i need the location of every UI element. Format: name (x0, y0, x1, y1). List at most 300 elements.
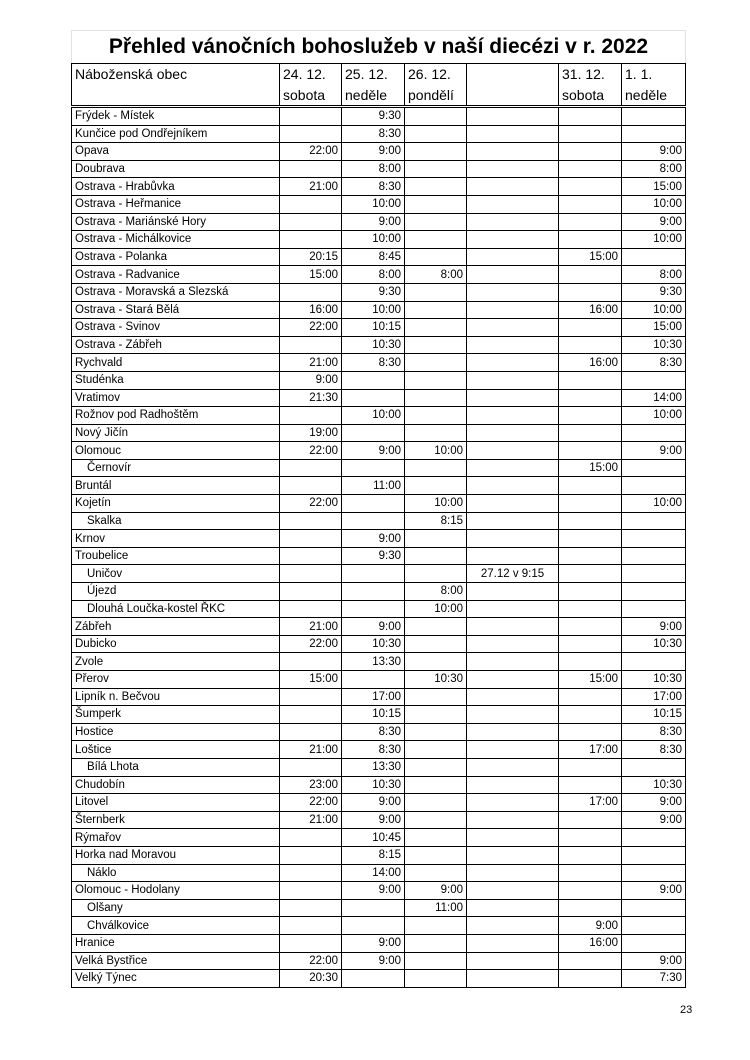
table-row (72, 671, 686, 689)
cell-dec25: 10:00 (342, 407, 405, 425)
cell-dec24 (280, 899, 342, 917)
parish-name: Přerov (75, 673, 109, 686)
cell-jan1: 9:00 (622, 143, 686, 161)
table-row (72, 899, 686, 917)
parish-name: Bruntál (75, 479, 112, 492)
cell-parish (72, 671, 280, 689)
cell-dec26: 10:00 (405, 495, 467, 513)
parish-name: Horka nad Moravou (75, 849, 176, 862)
cell-dec26: 10:00 (405, 600, 467, 618)
cell-dec26 (405, 231, 467, 249)
cell-dec25: 9:00 (342, 618, 405, 636)
cell-parish (72, 336, 280, 354)
cell-parish (72, 459, 280, 477)
cell-parish (72, 758, 280, 776)
cell-extra (467, 319, 559, 337)
cell-dec25: 10:15 (342, 319, 405, 337)
cell-jan1: 9:30 (622, 283, 686, 301)
cell-jan1 (622, 512, 686, 530)
cell-parish (72, 495, 280, 513)
cell-jan1: 8:30 (622, 723, 686, 741)
cell-dec31 (559, 864, 622, 882)
cell-jan1: 10:30 (622, 635, 686, 653)
cell-dec26: 8:15 (405, 512, 467, 530)
cell-dec25 (342, 371, 405, 389)
cell-parish (72, 512, 280, 530)
schedule-table (71, 63, 686, 988)
cell-dec26 (405, 688, 467, 706)
table-row (72, 758, 686, 776)
table-row (72, 319, 686, 337)
cell-extra (467, 477, 559, 495)
cell-dec25: 8:00 (342, 160, 405, 178)
cell-dec25 (342, 389, 405, 407)
cell-dec31 (559, 530, 622, 548)
cell-dec31 (559, 882, 622, 900)
cell-dec24: 16:00 (280, 301, 342, 319)
cell-dec25 (342, 671, 405, 689)
cell-dec26 (405, 864, 467, 882)
cell-dec31 (559, 653, 622, 671)
cell-dec25: 9:30 (342, 283, 405, 301)
cell-dec31 (559, 213, 622, 231)
table-row (72, 178, 686, 196)
cell-extra (467, 882, 559, 900)
cell-extra (467, 248, 559, 266)
cell-jan1: 10:30 (622, 336, 686, 354)
parish-name: Rychvald (75, 356, 123, 369)
cell-parish (72, 899, 280, 917)
table-row (72, 811, 686, 829)
cell-dec25: 9:00 (342, 213, 405, 231)
cell-dec31 (559, 618, 622, 636)
cell-parish (72, 583, 280, 601)
header-dec26-day: pondělí (405, 85, 467, 107)
parish-name: Olšany (87, 902, 123, 915)
header-dec24-date: 24. 12. (280, 64, 342, 86)
cell-extra (467, 600, 559, 618)
cell-jan1: 15:00 (622, 319, 686, 337)
parish-name: Dlouhá Loučka-kostel ŘKC (87, 602, 226, 615)
cell-parish (72, 864, 280, 882)
cell-extra (467, 266, 559, 284)
cell-dec25: 11:00 (342, 477, 405, 495)
cell-jan1: 8:30 (622, 741, 686, 759)
cell-dec24: 22:00 (280, 635, 342, 653)
cell-dec24 (280, 917, 342, 935)
cell-parish (72, 319, 280, 337)
cell-dec31: 15:00 (559, 459, 622, 477)
cell-dec26 (405, 389, 467, 407)
cell-extra (467, 618, 559, 636)
cell-dec31: 16:00 (559, 934, 622, 952)
cell-jan1 (622, 248, 686, 266)
cell-extra (467, 283, 559, 301)
cell-dec24: 21:00 (280, 811, 342, 829)
cell-dec25: 9:00 (342, 952, 405, 970)
cell-dec26 (405, 829, 467, 847)
cell-jan1: 10:30 (622, 671, 686, 689)
cell-dec26: 8:00 (405, 583, 467, 601)
cell-dec25: 10:00 (342, 301, 405, 319)
cell-dec24 (280, 565, 342, 583)
cell-extra (467, 952, 559, 970)
cell-jan1 (622, 424, 686, 442)
cell-dec25: 9:00 (342, 811, 405, 829)
table-row (72, 495, 686, 513)
parish-name: Ostrava - Zábřeh (75, 339, 162, 352)
cell-dec24 (280, 547, 342, 565)
table-row (72, 389, 686, 407)
cell-jan1 (622, 583, 686, 601)
cell-dec25: 9:00 (342, 882, 405, 900)
table-row (72, 407, 686, 425)
cell-extra (467, 934, 559, 952)
cell-dec26 (405, 758, 467, 776)
header-parish: Náboženská obec (72, 64, 280, 86)
cell-extra (467, 776, 559, 794)
cell-extra (467, 125, 559, 143)
cell-dec25: 8:30 (342, 178, 405, 196)
cell-dec26 (405, 143, 467, 161)
cell-dec31: 17:00 (559, 794, 622, 812)
cell-dec25: 10:30 (342, 776, 405, 794)
table-row (72, 459, 686, 477)
cell-extra: 27.12 v 9:15 (467, 565, 559, 583)
parish-name: Olomouc - Hodolany (75, 884, 180, 897)
cell-dec26 (405, 794, 467, 812)
header-extra-date (467, 64, 559, 86)
cell-parish (72, 917, 280, 935)
cell-dec31 (559, 160, 622, 178)
cell-dec31 (559, 723, 622, 741)
cell-parish (72, 160, 280, 178)
table-row (72, 107, 686, 126)
cell-dec24: 22:00 (280, 952, 342, 970)
cell-dec26 (405, 917, 467, 935)
cell-dec24 (280, 160, 342, 178)
cell-extra (467, 758, 559, 776)
parish-name: Zábřeh (75, 620, 112, 633)
cell-parish (72, 706, 280, 724)
cell-extra (467, 899, 559, 917)
cell-dec25: 10:45 (342, 829, 405, 847)
table-row (72, 125, 686, 143)
parish-name: Ostrava - Moravská a Slezská (75, 286, 229, 299)
cell-jan1: 10:15 (622, 706, 686, 724)
cell-dec31 (559, 389, 622, 407)
parish-name: Hostice (75, 726, 114, 739)
cell-dec25 (342, 583, 405, 601)
cell-parish (72, 477, 280, 495)
cell-dec26 (405, 371, 467, 389)
cell-dec25: 9:00 (342, 143, 405, 161)
cell-extra (467, 741, 559, 759)
cell-dec24: 20:30 (280, 970, 342, 988)
cell-dec25: 9:00 (342, 442, 405, 460)
parish-name: Uničov (87, 567, 123, 580)
table-row (72, 160, 686, 178)
cell-dec26 (405, 178, 467, 196)
cell-dec24: 21:30 (280, 389, 342, 407)
cell-dec26: 9:00 (405, 882, 467, 900)
cell-extra (467, 671, 559, 689)
cell-dec26 (405, 336, 467, 354)
cell-dec25: 17:00 (342, 688, 405, 706)
cell-jan1 (622, 459, 686, 477)
cell-dec31 (559, 899, 622, 917)
header-dec31-day: sobota (559, 85, 622, 107)
cell-dec24: 21:00 (280, 354, 342, 372)
cell-extra (467, 811, 559, 829)
parish-name: Olomouc (75, 444, 122, 457)
table-row (72, 477, 686, 495)
cell-extra (467, 107, 559, 126)
cell-dec31 (559, 565, 622, 583)
cell-jan1: 9:00 (622, 811, 686, 829)
cell-extra (467, 530, 559, 548)
cell-parish (72, 794, 280, 812)
cell-extra (467, 547, 559, 565)
table-row (72, 882, 686, 900)
cell-dec31: 17:00 (559, 741, 622, 759)
cell-dec26 (405, 248, 467, 266)
parish-name: Velký Týnec (75, 972, 137, 985)
cell-parish (72, 618, 280, 636)
cell-jan1 (622, 934, 686, 952)
cell-dec25: 8:30 (342, 741, 405, 759)
cell-jan1: 9:00 (622, 882, 686, 900)
header-dec26-date: 26. 12. (405, 64, 467, 86)
cell-dec24: 9:00 (280, 371, 342, 389)
cell-dec24 (280, 195, 342, 213)
cell-jan1 (622, 758, 686, 776)
cell-parish (72, 125, 280, 143)
cell-dec25: 10:30 (342, 336, 405, 354)
cell-extra (467, 213, 559, 231)
cell-dec31 (559, 512, 622, 530)
cell-dec31 (559, 600, 622, 618)
cell-dec25: 13:30 (342, 758, 405, 776)
table-row (72, 354, 686, 372)
cell-dec26 (405, 653, 467, 671)
cell-parish (72, 530, 280, 548)
cell-dec25: 9:30 (342, 547, 405, 565)
cell-dec25 (342, 917, 405, 935)
cell-dec24 (280, 530, 342, 548)
cell-dec25: 8:30 (342, 354, 405, 372)
cell-dec31 (559, 829, 622, 847)
parish-name: Zvole (75, 655, 104, 668)
table-row (72, 970, 686, 988)
parish-name: Nový Jičín (75, 426, 129, 439)
cell-dec25: 9:00 (342, 530, 405, 548)
parish-name: Loštice (75, 743, 112, 756)
cell-extra (467, 371, 559, 389)
table-row (72, 829, 686, 847)
cell-dec25: 9:00 (342, 934, 405, 952)
parish-name: Studénka (75, 374, 124, 387)
parish-name: Velká Bystřice (75, 954, 148, 967)
header-dec25-date: 25. 12. (342, 64, 405, 86)
cell-dec25: 10:00 (342, 195, 405, 213)
cell-dec26 (405, 354, 467, 372)
parish-name: Ostrava - Heřmanice (75, 198, 182, 211)
cell-dec31 (559, 424, 622, 442)
table-row (72, 530, 686, 548)
cell-extra (467, 160, 559, 178)
cell-extra (467, 389, 559, 407)
cell-jan1: 9:00 (622, 952, 686, 970)
cell-jan1 (622, 899, 686, 917)
cell-dec31: 9:00 (559, 917, 622, 935)
cell-dec24 (280, 213, 342, 231)
cell-dec24 (280, 882, 342, 900)
cell-parish (72, 301, 280, 319)
cell-jan1 (622, 864, 686, 882)
cell-dec31: 15:00 (559, 248, 622, 266)
parish-name: Skalka (87, 514, 122, 527)
cell-dec25: 13:30 (342, 653, 405, 671)
cell-dec25: 9:30 (342, 107, 405, 126)
cell-dec31 (559, 178, 622, 196)
header-dec24-day: sobota (280, 85, 342, 107)
cell-dec26 (405, 934, 467, 952)
cell-dec26 (405, 776, 467, 794)
cell-dec24 (280, 125, 342, 143)
cell-dec26 (405, 547, 467, 565)
parish-name: Chudobín (75, 778, 125, 791)
cell-dec24 (280, 283, 342, 301)
cell-extra (467, 864, 559, 882)
table-row (72, 283, 686, 301)
cell-dec31: 16:00 (559, 354, 622, 372)
cell-jan1: 10:00 (622, 301, 686, 319)
cell-dec25: 8:15 (342, 846, 405, 864)
cell-extra (467, 846, 559, 864)
page-number: 23 (680, 1004, 693, 1016)
table-row (72, 653, 686, 671)
table-row (72, 512, 686, 530)
cell-dec24 (280, 407, 342, 425)
parish-name: Ostrava - Svinov (75, 321, 160, 334)
table-row (72, 143, 686, 161)
cell-dec24: 19:00 (280, 424, 342, 442)
table-row (72, 723, 686, 741)
cell-extra (467, 794, 559, 812)
cell-jan1: 9:00 (622, 213, 686, 231)
parish-name: Ostrava - Michálkovice (75, 233, 192, 246)
cell-parish (72, 178, 280, 196)
cell-dec24: 21:00 (280, 618, 342, 636)
cell-dec31 (559, 811, 622, 829)
table-row (72, 600, 686, 618)
table-row (72, 846, 686, 864)
cell-parish (72, 776, 280, 794)
cell-jan1 (622, 371, 686, 389)
cell-dec24: 20:15 (280, 248, 342, 266)
cell-extra (467, 583, 559, 601)
table-row (72, 371, 686, 389)
cell-dec25: 10:30 (342, 635, 405, 653)
table-row (72, 688, 686, 706)
cell-dec31 (559, 952, 622, 970)
cell-extra (467, 970, 559, 988)
cell-dec26 (405, 565, 467, 583)
cell-parish (72, 231, 280, 249)
cell-extra (467, 442, 559, 460)
cell-dec24: 15:00 (280, 266, 342, 284)
cell-dec31 (559, 970, 622, 988)
cell-dec24 (280, 829, 342, 847)
cell-extra (467, 635, 559, 653)
cell-dec24 (280, 583, 342, 601)
cell-extra (467, 407, 559, 425)
cell-dec24 (280, 688, 342, 706)
cell-parish (72, 424, 280, 442)
cell-parish (72, 547, 280, 565)
table-row (72, 583, 686, 601)
cell-jan1: 8:00 (622, 266, 686, 284)
cell-parish (72, 354, 280, 372)
cell-jan1 (622, 653, 686, 671)
cell-dec26 (405, 723, 467, 741)
cell-dec24 (280, 934, 342, 952)
cell-parish (72, 970, 280, 988)
cell-dec24: 21:00 (280, 178, 342, 196)
cell-dec24: 23:00 (280, 776, 342, 794)
header-row (72, 64, 686, 86)
parish-name: Lipník n. Bečvou (75, 690, 161, 703)
cell-dec25 (342, 565, 405, 583)
cell-dec31 (559, 107, 622, 126)
table-row (72, 213, 686, 231)
header-jan1-day: neděle (622, 85, 686, 107)
header-extra-day (467, 85, 559, 107)
page-title: Přehled vánočních bohoslužeb v naší diecézi v r. 2022 (108, 35, 649, 58)
cell-jan1 (622, 829, 686, 847)
cell-jan1: 10:00 (622, 231, 686, 249)
cell-jan1 (622, 846, 686, 864)
cell-dec24: 22:00 (280, 442, 342, 460)
cell-parish (72, 934, 280, 952)
cell-parish (72, 442, 280, 460)
cell-jan1: 10:00 (622, 407, 686, 425)
cell-dec24 (280, 336, 342, 354)
table-row (72, 547, 686, 565)
cell-dec31 (559, 125, 622, 143)
cell-dec26: 8:00 (405, 266, 467, 284)
cell-parish (72, 635, 280, 653)
cell-dec24: 22:00 (280, 495, 342, 513)
cell-dec24 (280, 864, 342, 882)
table-row (72, 618, 686, 636)
cell-dec26: 10:30 (405, 671, 467, 689)
cell-parish (72, 213, 280, 231)
cell-dec25: 10:00 (342, 231, 405, 249)
cell-dec24: 22:00 (280, 143, 342, 161)
cell-dec24: 21:00 (280, 741, 342, 759)
cell-dec26 (405, 846, 467, 864)
parish-name: Rýmařov (75, 831, 122, 844)
cell-extra (467, 231, 559, 249)
cell-dec24 (280, 512, 342, 530)
header-dec31-date: 31. 12. (559, 64, 622, 86)
table-row (72, 864, 686, 882)
table-row (72, 248, 686, 266)
cell-parish (72, 653, 280, 671)
cell-dec24 (280, 723, 342, 741)
